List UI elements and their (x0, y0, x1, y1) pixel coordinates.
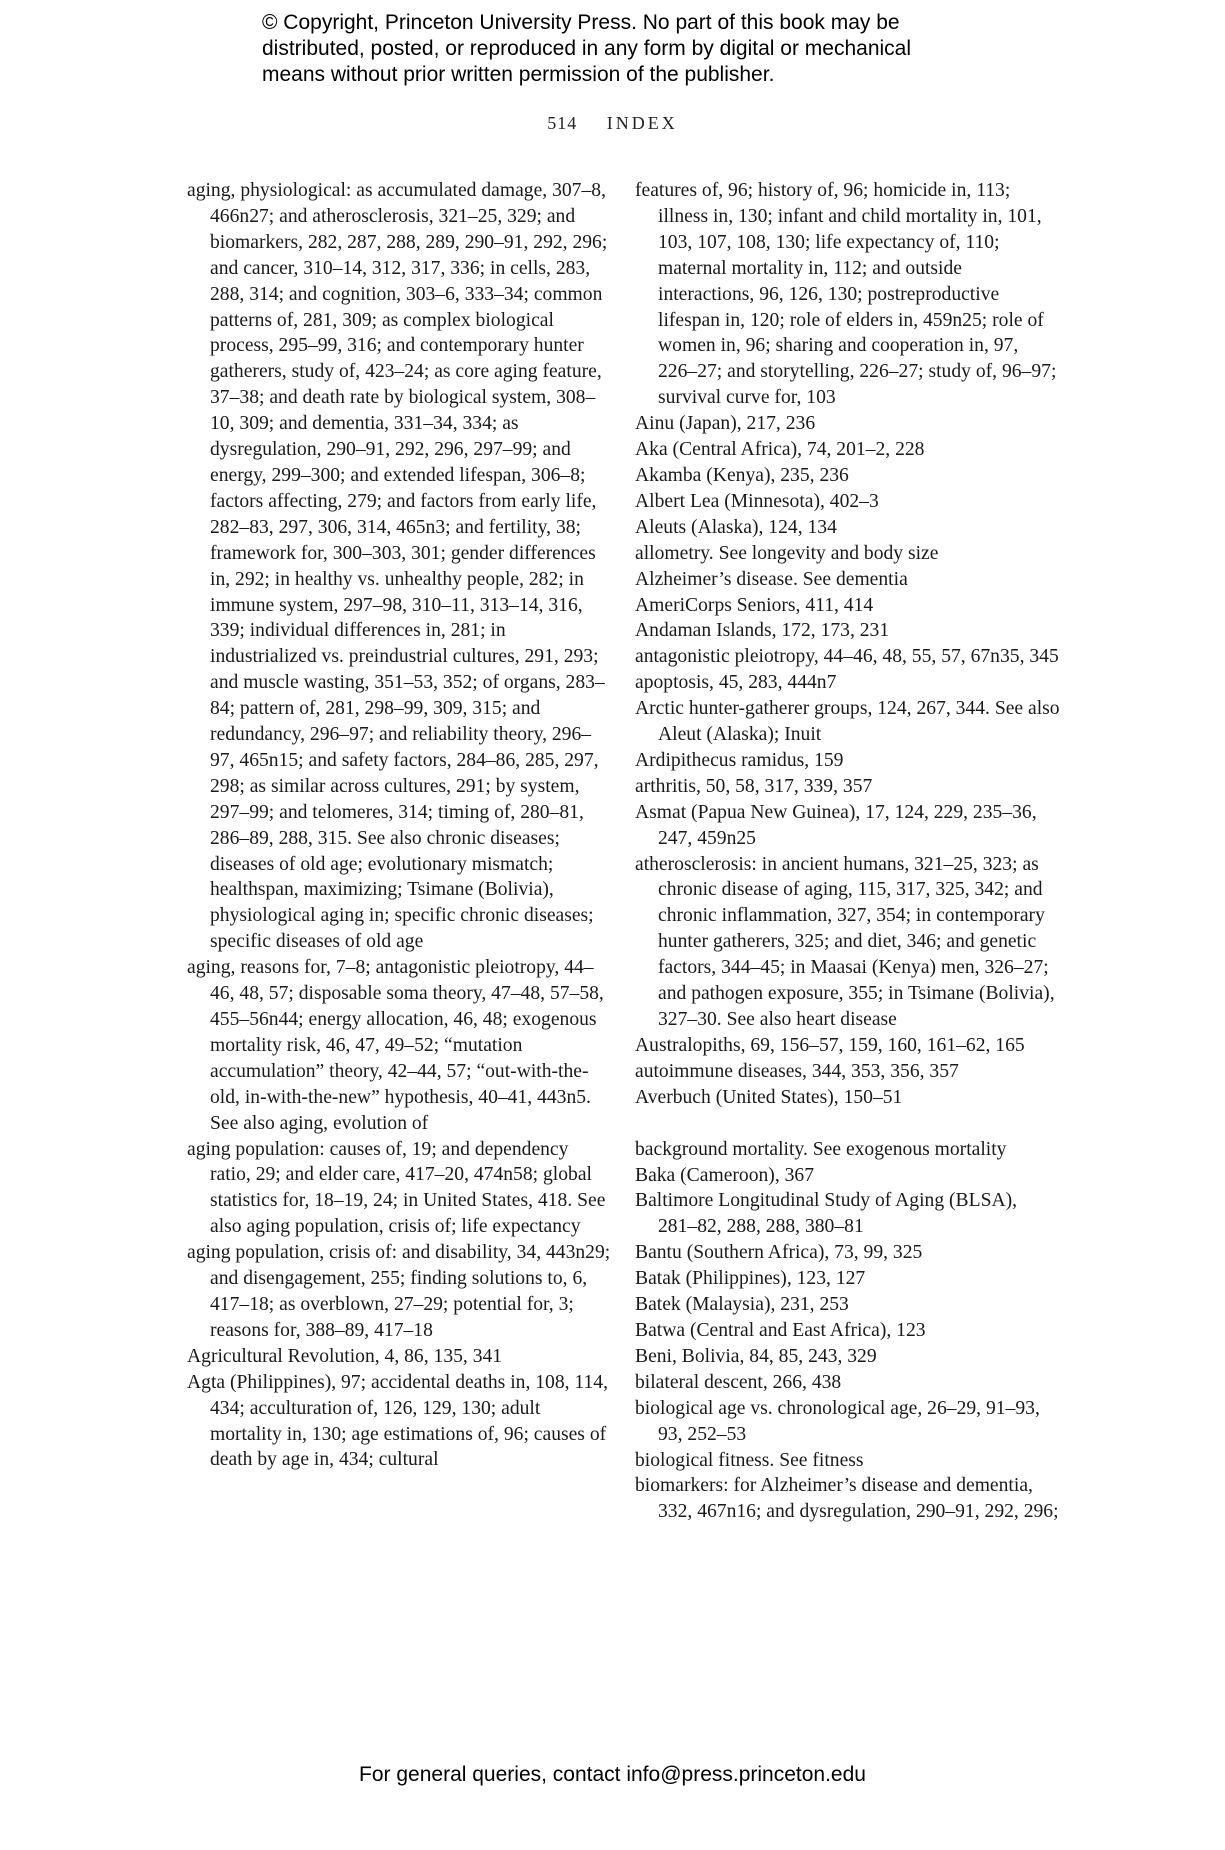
index-entry: Albert Lea (Minnesota), 402–3 (635, 490, 879, 512)
index-entry: allometry. See longevity and body size (635, 542, 939, 564)
index-entry: Ardipithecus ramidus, 159 (635, 749, 844, 771)
index-entry: aging, physiological: as accumulated damage, 307–8, 466n27; and atherosclerosis, 321–25, 329; and biomarkers, 282, 287, 288, 289, 290–91, 292, 296; and cancer, 310–14, 312, 317, 336; in cells, 283, 288, 314; and cognition, 303–6, 333–34; common patterns of, 281, 309; as complex biological process, 295–99, 316; and contemporary hunter gatherers, study of, 423–24; as core aging feature, 37–38; and death rate by biological system, 308–10, 309; and dementia, 331–34, 334; as dysregulation, 290–91, 292, 296, 297–99; and energy, 299–300; and extended lifespan, 306–8; factors affecting, 279; and factors from early life, 282–83, 297, 306, 314, 465n3; and fertility, 38; framework for, 300–303, 301; gender differences in, 292; in healthy vs. unhealthy people, 282; in immune system, 297–98, 310–11, 313–14, 316, 339; individual differences in, 281; in industrialized vs. preindustrial cultures, 291, 293; and muscle wasting, 351–53, 352; of organs, 283–84; pattern of, 281, 298–99, 309, 315; and redundancy, 296–97; and reliability theory, 296–97, 465n15; and safety factors, 284–86, 285, 297, 298; as similar across cultures, 291; by system, 297–99; and telomeres, 314; timing of, 280–81, 286–89, 288, 315. See also chronic diseases; diseases of old age; evolutionary mismatch; healthspan, maximizing; Tsimane (Bolivia), physiological aging in; specific chronic diseases; specific diseases of old age (187, 180, 608, 953)
index-entry: Beni, Bolivia, 84, 85, 243, 329 (635, 1345, 877, 1367)
index-entry: Asmat (Papua New Guinea), 17, 124, 229, 235–36, 247, 459n25 (635, 801, 1037, 849)
index-entry: apoptosis, 45, 283, 444n7 (635, 672, 837, 694)
copyright-line-3: means without prior written permission of the publisher. (262, 63, 775, 86)
index-entry: aging population: causes of, 19; and dependency ratio, 29; and elder care, 417–20, 474n58; global statistics for, 18–19, 24; in United States, 418. See also aging population, crisis of; life expectancy (187, 1138, 606, 1238)
index-entry: antagonistic pleiotropy, 44–46, 48, 55, 57, 67n35, 345 (635, 646, 1059, 668)
index-entry: Batak (Philippines), 123, 127 (635, 1268, 866, 1290)
running-head (0, 113, 1225, 134)
index-entry: Ainu (Japan), 217, 236 (635, 413, 816, 435)
index-entry: Batek (Malaysia), 231, 253 (635, 1294, 849, 1316)
index-entry: arthritis, 50, 58, 317, 339, 357 (635, 775, 873, 797)
index-column-right (635, 178, 1060, 1525)
index-entry: Aka (Central Africa), 74, 201–2, 228 (635, 439, 925, 461)
index-entry: Agricultural Revolution, 4, 86, 135, 341 (187, 1345, 503, 1367)
index-entry: Batwa (Central and East Africa), 123 (635, 1319, 926, 1341)
index-entry: autoimmune diseases, 344, 353, 356, 357 (635, 1060, 959, 1082)
letter-section-gap (635, 1111, 1060, 1137)
index-entry: biological fitness. See fitness (635, 1449, 864, 1471)
copyright-line-1: © Copyright, Princeton University Press. No part of this book may be (262, 11, 900, 34)
index-entry: Andaman Islands, 172, 173, 231 (635, 620, 890, 642)
copyright-line-2: distributed, posted, or reproduced in any form by digital or mechanical (262, 37, 912, 60)
index-entry: background mortality. See exogenous mortality (635, 1138, 1007, 1160)
index-entry: biomarkers: for Alzheimer’s disease and dementia, 332, 467n16; and dysregulation, 290–91, 292, 296; (635, 1475, 1059, 1523)
footer-contact: For general queries, contact info@press.princeton.edu (359, 1763, 866, 1786)
index-entry: Baltimore Longitudinal Study of Aging (BLSA), 281–82, 288, 288, 380–81 (635, 1190, 1018, 1238)
index-entry: Agta (Philippines), 97; accidental deaths in, 108, 114, 434; acculturation of, 126, 129, 130; adult mortality in, 130; age estimations of, 96; causes of death by age in, 434; cultural (187, 1371, 608, 1471)
index-column-left (187, 178, 612, 1473)
index-entry: atherosclerosis: in ancient humans, 321–25, 323; as chronic disease of aging, 115, 317, 325, 342; and chronic inflammation, 327, 354; in contemporary hunter gatherers, 325; and diet, 346; and genetic factors, 344–45; in Maasai (Kenya) men, 326–27; and pathogen exposure, 355; in Tsimane (Bolivia), 327–30. See also heart disease (635, 853, 1055, 1030)
index-entry: Baka (Cameroon), 367 (635, 1164, 815, 1186)
index-entry: aging population, crisis of: and disability, 34, 443n29; and disengagement, 255; finding solutions to, 6, 417–18; as overblown, 27–29; potential for, 3; reasons for, 388–89, 417–18 (187, 1242, 611, 1341)
index-entry: Alzheimer’s disease. See dementia (635, 568, 908, 590)
index-entry: Akamba (Kenya), 235, 236 (635, 464, 849, 486)
index-entry: Australopiths, 69, 156–57, 159, 160, 161–62, 165 (635, 1034, 1025, 1056)
copyright-notice (262, 10, 982, 88)
index-entry: Bantu (Southern Africa), 73, 99, 325 (635, 1242, 923, 1264)
index-entry: features of, 96; history of, 96; homicide in, 113; illness in, 130; infant and child mortality in, 101, 103, 107, 108, 130; life expectancy of, 110; maternal mortality in, 112; and outside interactions, 96, 126, 130; postreproductive lifespan in, 120; role of elders in, 459n25; role of women in, 96; sharing and cooperation in, 97, 226–27; and storytelling, 226–27; study of, 96–97; survival curve for, 103 (635, 180, 1057, 409)
page-title: INDEX (606, 113, 678, 133)
index-entry: Arctic hunter-gatherer groups, 124, 267, 344. See also Aleut (Alaska); Inuit (635, 698, 1060, 746)
index-entry: biological age vs. chronological age, 26–29, 91–93, 93, 252–53 (635, 1397, 1040, 1445)
index-entry: Aleuts (Alaska), 124, 134 (635, 516, 837, 538)
index-entry: aging, reasons for, 7–8; antagonistic pleiotropy, 44–46, 48, 57; disposable soma theory, 47–48, 57–58, 455–56n44; energy allocation, 46, 48; exogenous mortality risk, 46, 47, 49–52; “mutation accumulation” theory, 42–44, 57; “out-with-the-old, in-with-the-new” hypothesis, 40–41, 443n5. See also aging, evolution of (187, 957, 604, 1134)
index-entry: Averbuch (United States), 150–51 (635, 1086, 903, 1108)
index-entry: AmeriCorps Seniors, 411, 414 (635, 594, 874, 616)
page-number: 514 (547, 113, 578, 133)
index-entry: bilateral descent, 266, 438 (635, 1371, 842, 1393)
